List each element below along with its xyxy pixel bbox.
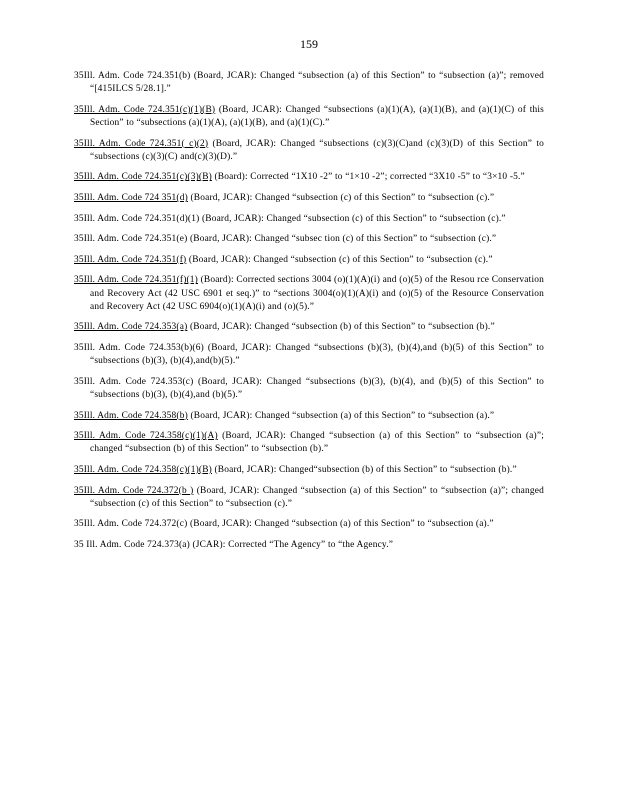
entry-citation: 35Ill. Adm. Code 724.351(c)(1)(B) bbox=[74, 104, 216, 115]
entry-citation: 35Ill. Adm. Code 724.351(e) bbox=[74, 234, 188, 245]
change-entry bbox=[74, 430, 544, 456]
entry-change-text: (Board): Corrected “1X10 -2” to “1×10 -2”; corrected “3X10 -5” to “3×10 -5.” bbox=[211, 172, 525, 183]
change-entry bbox=[74, 518, 544, 531]
change-entry bbox=[74, 192, 544, 205]
entry-change-text: (Board, JCAR): Changed “subsections (c)(3)(C)and (c)(3)(D) of this Section” to “subsections (c)(3)(C) and(c)(3)(D).” bbox=[90, 138, 544, 162]
entry-change-text: (Board, JCAR): Changed “subsection (c) of this Section” to “subsection (c).” bbox=[186, 254, 493, 265]
change-entry bbox=[74, 254, 544, 267]
change-entry bbox=[74, 376, 544, 402]
entry-citation: 35Ill. Adm. Code 724.358(b) bbox=[74, 410, 188, 421]
entry-citation: 35Ill. Adm. Code 724.372(b ) bbox=[74, 485, 194, 496]
page-number: 159 bbox=[300, 37, 318, 51]
change-entry bbox=[74, 233, 544, 246]
change-entry bbox=[74, 342, 544, 368]
entry-citation: 35Ill. Adm. Code 724.351(c)(3)(B) bbox=[74, 172, 212, 183]
entry-citation: 35 Ill. Adm. Code 724.373(a) bbox=[74, 539, 190, 550]
entry-change-text: (Board, JCAR): Changed “subsection (a) of this Section” to “subsection (a)”; changed “subsection (b) of this Section” to “subsection (b).” bbox=[90, 431, 544, 455]
entry-citation: 35Ill. Adm. Code 724 351(d) bbox=[74, 192, 188, 203]
entry-change-text: (Board, JCAR): Changed “subsections (b)(3), (b)(4), and (b)(5) of this Section” to “subsections (b)(3), (b)(4),and (b)(5).” bbox=[90, 376, 544, 400]
entry-citation: 35Ill. Adm. Code 724.353(c) bbox=[74, 376, 194, 387]
entry-change-text: (Board, JCAR): Changed “subsections (a)(1)(A), (a)(1)(B), and (a)(1)(C) of this Section” to “subsections (a)(1)(A), (a)(1)(B), and (a)(1)(C).” bbox=[90, 104, 544, 128]
change-entry bbox=[74, 274, 544, 314]
entry-change-text: (Board, JCAR): Changed “subsection (a) of this Section” to “subsection (a)”; removed “[415ILCS 5/28.1].” bbox=[90, 71, 544, 95]
change-list bbox=[74, 70, 544, 560]
entry-change-text: (Board, JCAR): Changed “subsection (a) of this Section” to “subsection (a).” bbox=[187, 519, 494, 530]
entry-change-text: (Board, JCAR): Changed “subsection (c) of this Section” to “subsection (c).” bbox=[187, 192, 495, 203]
entry-change-text: (Board, JCAR): Changed “subsections (b)(3), (b)(4),and (b)(5) of this Section” to “subsections (b)(3), (b)(4),and(b)(5).” bbox=[90, 342, 544, 367]
change-entry bbox=[74, 321, 544, 334]
entry-change-text: (Board, JCAR): Changed “subsection (c) of this Section” to “subsection (c).” bbox=[199, 213, 506, 224]
entry-citation: 35Ill. Adm. Code 724.351(b) bbox=[74, 71, 191, 81]
entry-change-text: (JCAR): Corrected “The Agency” to “the Agency.” bbox=[189, 539, 394, 550]
entry-citation: 35Ill. Adm. Code 724.351(d)(1) bbox=[74, 213, 200, 224]
entry-change-text: (Board, JCAR): Changed “subsection (b) of this Section” to “subsection (b).” bbox=[187, 322, 495, 333]
change-entry bbox=[74, 464, 544, 477]
entry-change-text: (Board, JCAR): Changed “subsection (a) of this Section” to “subsection (a).” bbox=[187, 410, 495, 421]
entry-citation: 35Ill. Adm. Code 724.351(f) bbox=[74, 254, 187, 265]
change-entry bbox=[74, 213, 544, 226]
change-entry bbox=[74, 410, 544, 423]
entry-citation: 35Ill. Adm. Code 724.353(b)(6) bbox=[74, 342, 204, 353]
entry-change-text: (Board): Corrected sections 3004 (o)(1)(A)(i) and (o)(5) of the Resou rce Conservation and Recovery Act (42 USC 6901 et seq.)” to “sections 3004(o)(1)(A)(i) and (o)(5) of the Resource Conservation and Recovery Act (42 USC 6904(o)(1)(A)(i) and (o)(5).” bbox=[90, 275, 544, 312]
entry-citation: 35Ill. Adm. Code 724.353(a) bbox=[74, 322, 188, 333]
change-entry bbox=[74, 70, 544, 96]
entry-citation: 35Ill. Adm. Code 724.372(c) bbox=[74, 519, 188, 530]
entry-change-text: (Board, JCAR): Changed “subsection (a) of this Section” to “subsection (a)”; changed “subsection (c) of this Section” to “subsection (c).” bbox=[90, 485, 544, 509]
entry-citation: 35Ill. Adm. Code 724.358(c)(1)(B) bbox=[74, 464, 212, 475]
change-entry bbox=[74, 138, 544, 164]
entry-citation: 35Ill. Adm. Code 724.351( c)(2) bbox=[74, 138, 209, 149]
entry-citation: 35Ill. Adm. Code 724.351(f)(1) bbox=[74, 275, 198, 286]
change-entry bbox=[74, 539, 544, 552]
entry-change-text: (Board, JCAR): Changed“subsection (b) of this Section” to “subsection (b).” bbox=[211, 464, 517, 475]
entry-change-text: (Board, JCAR): Changed “subsec tion (c) of this Section” to “subsection (c).” bbox=[187, 234, 497, 245]
change-entry bbox=[74, 104, 544, 130]
change-entry bbox=[74, 485, 544, 511]
change-entry bbox=[74, 171, 544, 184]
entry-citation: 35Ill. Adm. Code 724.358(c)(1)(A) bbox=[74, 431, 218, 442]
